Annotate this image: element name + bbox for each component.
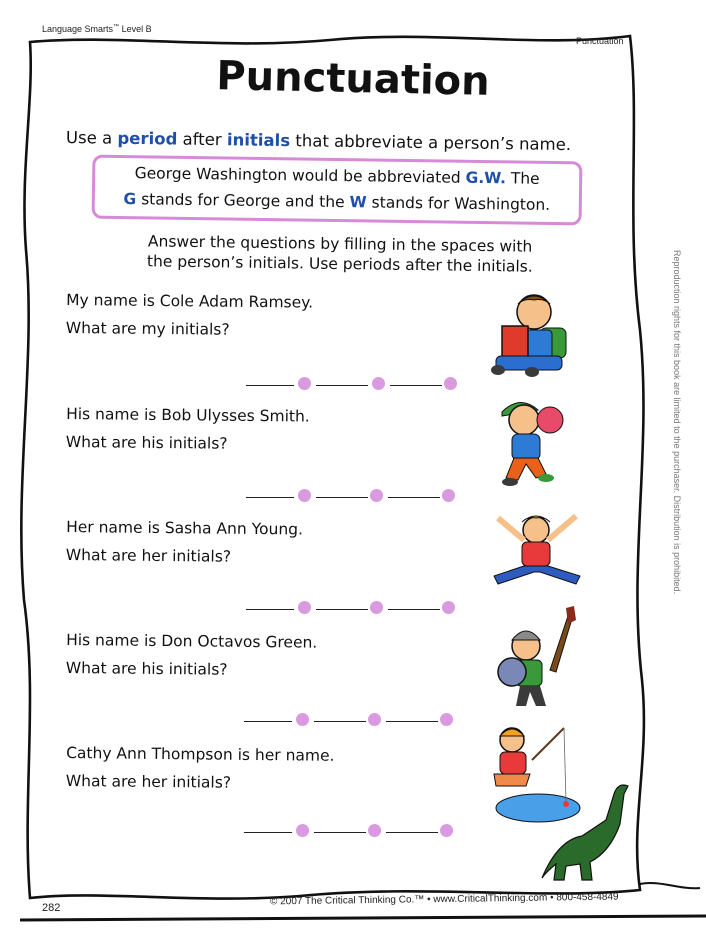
example-line-2: G stands for George and the W stands for Washington. bbox=[123, 190, 551, 214]
question-5 bbox=[66, 739, 335, 798]
viking-boy-icon bbox=[496, 606, 576, 714]
question-4 bbox=[66, 626, 318, 685]
example-box bbox=[92, 155, 583, 226]
question-1 bbox=[66, 286, 314, 345]
question-prompt: What are his initials? bbox=[65, 432, 228, 453]
question-prompt: What are my initials? bbox=[65, 318, 230, 339]
question-prompt: What are her initials? bbox=[65, 771, 232, 792]
question-2 bbox=[66, 400, 310, 459]
side-notice: Reproduction rights for this book are limited to the purchaser. Distribution is prohibited. bbox=[672, 250, 682, 595]
question-statement: My name is Cole Adam Ramsey. bbox=[66, 291, 314, 312]
page-title: Punctuation bbox=[215, 53, 491, 105]
question-prompt: What are his initials? bbox=[65, 658, 228, 679]
copyright: © 2007 The Critical Thinking Co.™ • www.CriticalThinking.com • 800-458-4849 bbox=[269, 891, 619, 908]
rule-text: Use a period after initials that abbreviate a person’s name. bbox=[65, 128, 572, 155]
question-statement: His name is Don Octavos Green. bbox=[66, 631, 318, 652]
question-3 bbox=[66, 513, 303, 571]
instructions: Answer the questions by filling in the spaces with the person’s initials. Use periods after the initials. bbox=[146, 232, 533, 276]
question-statement: Her name is Sasha Ann Young. bbox=[66, 518, 304, 539]
example-line-1: George Washington would be abbreviated G.W. The bbox=[134, 164, 540, 188]
series-label: Language Smarts™ Level B bbox=[42, 24, 152, 34]
question-statement: Cathy Ann Thompson is her name. bbox=[66, 744, 335, 765]
girl-jumping-icon bbox=[490, 510, 586, 590]
topic-label: Punctuation bbox=[576, 36, 624, 46]
dinosaur-icon bbox=[536, 780, 634, 884]
boy-bubblegum-icon bbox=[492, 394, 578, 490]
boy-reading-icon bbox=[488, 290, 578, 380]
question-prompt: What are her initials? bbox=[65, 545, 232, 566]
page-number: 282 bbox=[42, 902, 61, 914]
question-statement: His name is Bob Ulysses Smith. bbox=[66, 405, 310, 426]
